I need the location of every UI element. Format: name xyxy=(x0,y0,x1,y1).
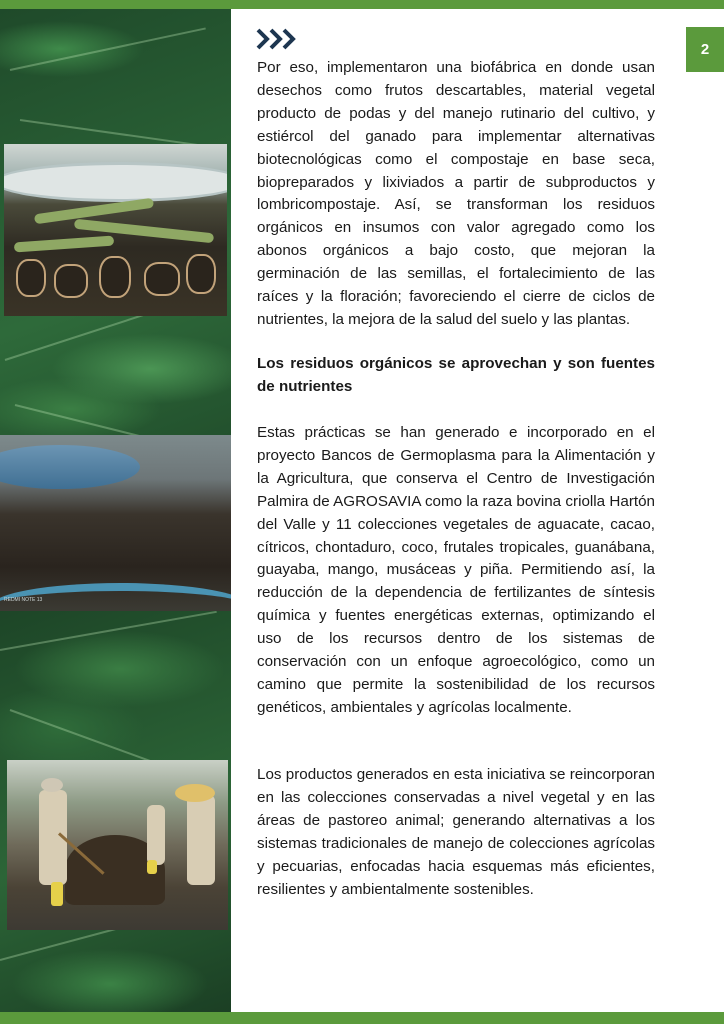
photo-watermark: REDMI NOTE 13 xyxy=(4,597,43,603)
triple-chevron-right-icon xyxy=(256,28,300,50)
page-number-badge: 2 xyxy=(686,27,724,72)
paragraph-2: Estas prácticas se han generado e incorporado en el proyecto Bancos de Germoplasma para la Alimentación y la Agricultura, que conserva el Centro de Investigación Palmira de AGROSAVIA como la raza bovina criolla Hartón del Valle y 11 colecciones vegetales de aguacate, cacao, cítricos, chontaduro, coco, frutales tropicales, guanábana, guayaba, mango, musáceas y piña. Permitiendo así, la reducción de la dependencia de fertilizantes de síntesis química y fuentes energéticas externas, optimizando el uso de los recursos dentro de los sistemas de conservación con un enfoque agroecológico, como un camino que permite la sostenibilidad de los recursos genéticos, ambientales y agrícolas localmente. xyxy=(257,424,655,716)
section-heading: Los residuos orgánicos se aprovechan y son fuentes de nutrientes xyxy=(257,355,655,395)
leaf-vein xyxy=(0,611,217,651)
top-accent-bar xyxy=(0,0,724,9)
compost-container-photo xyxy=(0,435,231,611)
workers-shoveling-compost-photo xyxy=(7,760,228,930)
leaf-background-column xyxy=(0,9,231,1012)
bottom-accent-bar xyxy=(0,1012,724,1024)
bucket-with-plant-residues-photo xyxy=(4,144,227,316)
paragraph-3: Los productos generados en esta iniciativa se reincorporan en las colecciones conservadas a nivel vegetal y en las áreas de pastoreo animal; generando alternativas a los sistemas tradicionales de manejo de colecciones agrícolas y pecuarias, enfocadas hacia esquemas más eficientes, resilientes y ambientalmente sostenibles. xyxy=(257,766,655,898)
leaf-vein xyxy=(10,27,206,71)
paragraph-1: Por eso, implementaron una biofábrica en donde usan desechos como frutos descartables, material vegetal producto de podas y del manejo rutinario del cultivo, y estiércol del ganado para implementar alternativas biotecnológicas como el compostaje en base seca, biopreparados y lixiviados a partir de subproductos y lombricompostaje. Así, se transforman los residuos orgánicos en insumos con valor agregado como los abonos orgánicos a bajo costo, que mejoran la germinación de las semillas, el fortalecimiento de las raíces y la floración; favoreciendo el cierre de ciclos de nutrientes, la mejora de la salud del suelo y las plantas. xyxy=(257,59,655,328)
